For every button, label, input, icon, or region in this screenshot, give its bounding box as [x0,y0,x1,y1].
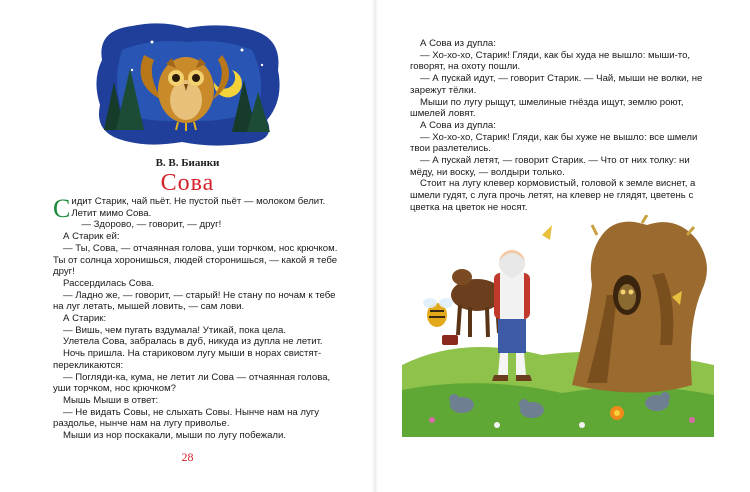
paragraph: Стоит на лугу клевер кормовистый, головой к земле виснет, а шмели гудят, с луга прочь летят, на клевер не глядят, цветень с цветка на цветок не носят. [410,178,696,213]
drop-cap: С [53,194,71,223]
paragraph: А Старик ей: [63,231,120,243]
paragraph: Улетела Сова, забралась в дуб, никуда из дупла не летит. [63,336,323,348]
paragraph: Рассердилась Сова. [63,277,155,289]
story-title: Сова [160,170,215,196]
meadow-oak-illustration [402,215,714,437]
paragraph: А Сова из дупла: [420,119,496,131]
page-number: 28 [181,450,194,464]
paragraph: Мыши из нор поскакали, мыши по лугу побежали. [63,430,287,442]
paragraph-1 [53,194,341,223]
paragraph: — Не видать Совы, не слыхать Совы. Нынче нам на лугу раздолье, нынче нам на лугу приволье. [53,406,320,430]
paragraph: — Вишь, чем пугать вздумала! Утикай, пока цела. [63,324,286,336]
paragraph: А Старик: [63,313,107,325]
paragraph: Мышь Мыши в ответ: [63,394,159,406]
paragraph: Мыши по лугу рыщут, шмелиные гнёзда ищут, землю роют, шмелей ловят. [410,96,684,120]
paragraph: — Ладно же, — говорит, — старый! Не стану по ночам к тебе на луг летать, мышей ловить, — сам лови. [53,289,336,313]
page-gutter [372,0,378,492]
paragraph: — Ты, Сова, — отчаянная голова, уши торчком, нос крючком. Ты от солнца хоронишься, людей сторонишься, — какой я тебе друг! [53,242,338,278]
paragraph: А Сова из дупла: [420,38,496,49]
paragraph: — Хо-хо-хо, Старик! Гляди, как бы худа не вышло: мыши-то, говорят, на охоту пошли. [410,49,691,73]
right-text-block [410,38,708,214]
paragraph: — А пускай идут, — говорит Старик. — Чай, мыши не волки, не зарежут тёлки. [410,73,703,96]
paragraph: — Погляди-ка, кума, не летит ли Сова — отчаянная голова, уши торчком, нос крючком? [53,371,331,395]
owl-night-illustration [92,20,284,148]
left-text-block [53,196,341,442]
author-name: В. В. Бианки [155,157,220,169]
paragraph: — Хо-хо-хо, Старик! Гляди, как бы хуже не вышло: все шмели твои разлетелись. [410,131,698,155]
paragraph: Ночь пришла. На стариковом лугу мыши в норах свистят-перекликаются: [53,348,322,371]
paragraph: — А пускай летят, — говорит Старик. — Что от них толку: ни мёду, ни воску, — волдыри только. [410,155,690,178]
paragraph: — Здорово, — говорит, — друг! [81,219,222,231]
paragraph-1-text: идит Старик, чай пьёт. Не пустой пьёт — молоком белит. Летит мимо Сова. [71,196,326,219]
